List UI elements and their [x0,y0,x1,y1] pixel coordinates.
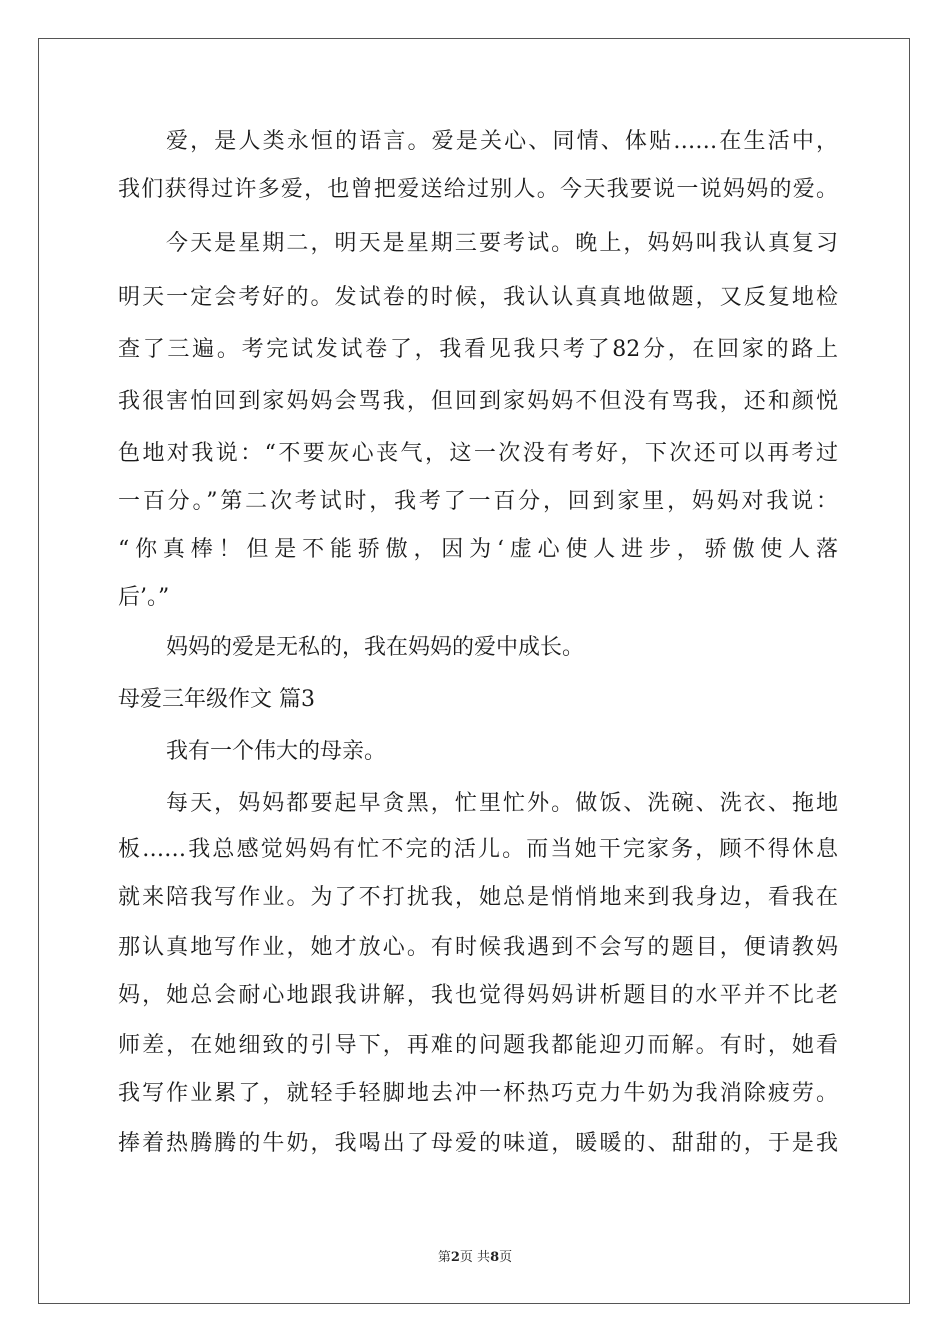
paragraph-line: 那认真地写作业，她才放心。有时候我遇到不会写的题目，便请教妈 [118,935,838,960]
paragraph-line: 板……我总感觉妈妈有忙不完的活儿。而当她干完家务，顾不得休息 [118,837,838,862]
paragraph-line: 我很害怕回到家妈妈会骂我，但回到家妈妈不但没有骂我，还和颜悦 [118,389,838,414]
page-footer [0,1246,950,1265]
paragraph-line: 捧着热腾腾的牛奶，我喝出了母爱的味道，暖暖的、甜甜的，于是我 [118,1131,838,1156]
paragraph-line: 师差，在她细致的引导下，再难的问题我都能迎刃而解。有时，她看 [118,1033,838,1058]
paragraph-line: 一百分。”第二次考试时，我考了一百分，回到家里，妈妈对我说： [118,489,838,514]
paragraph-line: 我们获得过许多爱，也曾把爱送给过别人。今天我要说一说妈妈的爱。 [118,177,838,202]
paragraph-line: 就来陪我写作业。为了不打扰我，她总是悄悄地来到我身边，看我在 [118,885,838,910]
paragraph-line: 妈，她总会耐心地跟我讲解，我也觉得妈妈讲析题目的水平并不比老 [118,983,838,1008]
paragraph-line: 妈妈的爱是无私的，我在妈妈的爱中成长。 [166,635,585,660]
paragraph-line: 查了三遍。考完试发试卷了，我看见我只考了82分，在回家的路上 [118,337,838,362]
paragraph-line: 爱，是人类永恒的语言。爱是关心、同情、体贴……在生活中， [166,129,838,154]
footer-mid: 页 共 [459,1250,491,1265]
paragraph-line: 每天，妈妈都要起早贪黑，忙里忙外。做饭、洗碗、洗衣、拖地 [166,791,838,816]
section-heading: 母爱三年级作文 篇3 [118,687,315,712]
paragraph-line: 后’。” [118,585,170,610]
footer-current-page: 2 [450,1250,460,1265]
footer-suffix: 页 [499,1250,513,1265]
footer-prefix: 第 [437,1250,451,1265]
footer-total-pages: 8 [490,1250,500,1265]
paragraph-line: “你真棒！但是不能骄傲，因为‘虚心使人进步，骄傲使人落 [118,537,838,562]
paragraph-line: 明天一定会考好的。发试卷的时候，我认认真真地做题，又反复地检 [118,285,838,310]
paragraph-line: 今天是星期二，明天是星期三要考试。晚上，妈妈叫我认真复习 [166,231,838,256]
paragraph-line: 我有一个伟大的母亲。 [166,739,387,764]
paragraph-line: 我写作业累了，就轻手轻脚地去冲一杯热巧克力牛奶为我消除疲劳。 [118,1081,838,1106]
paragraph-line: 色地对我说：“不要灰心丧气，这一次没有考好，下次还可以再考过 [118,441,838,466]
